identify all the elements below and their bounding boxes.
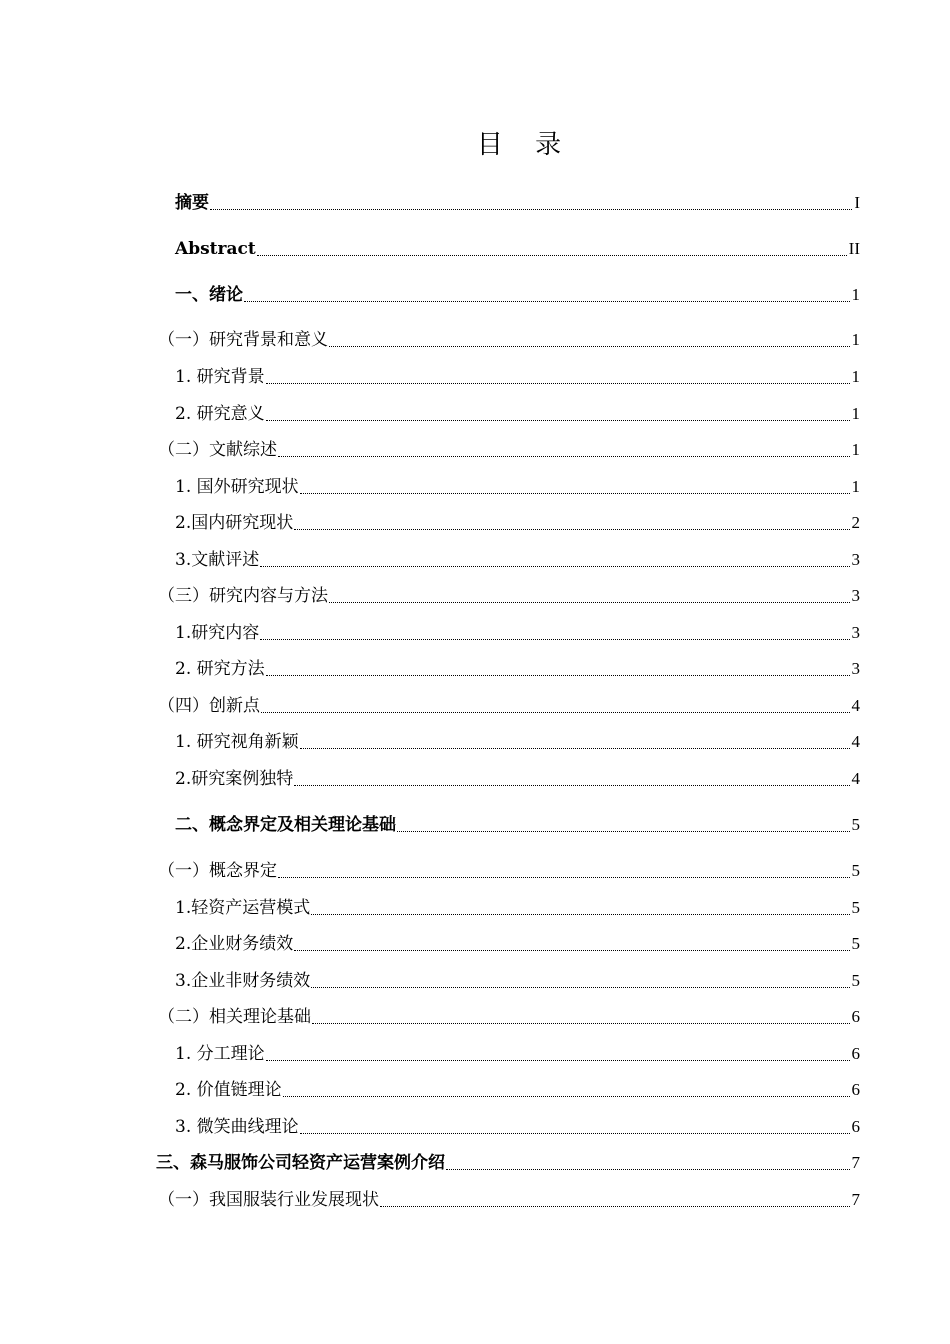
toc-entry[interactable] (175, 813, 860, 837)
toc-entry-label: 三、森马服饰公司轻资产运营案例介绍 (156, 1153, 445, 1173)
toc-entry[interactable] (175, 511, 860, 535)
page-title: 目 录 (476, 130, 574, 160)
toc-entry[interactable] (158, 1188, 860, 1212)
toc-entry[interactable] (175, 932, 860, 956)
toc-entry-page-number: 4 (851, 732, 860, 751)
toc-entry-label: （二）文献综述 (158, 440, 277, 460)
toc-entry[interactable] (175, 969, 860, 993)
toc-entry-label: 2.企业财务绩效 (175, 934, 294, 954)
toc-entry[interactable] (175, 1115, 860, 1139)
toc-entry-label: （三）研究内容与方法 (158, 586, 328, 606)
toc-entry-label: （一）我国服装行业发展现状 (158, 1190, 379, 1210)
toc-entry[interactable] (175, 730, 860, 754)
toc-entry-page-number: 3 (851, 586, 860, 605)
toc-entry[interactable] (158, 859, 860, 883)
toc-entry-page-number: 2 (851, 513, 860, 532)
toc-dot-leader (266, 674, 850, 676)
toc-dot-leader (300, 747, 850, 749)
toc-entry[interactable] (175, 1042, 860, 1066)
toc-entry-label: 一、绪论 (175, 285, 243, 305)
toc-entry-page-number: 1 (851, 440, 860, 459)
toc-dot-leader (294, 784, 849, 786)
toc-dot-leader (312, 1022, 850, 1024)
toc-entry-label: 1. 研究视角新颖 (175, 732, 299, 752)
toc-entry[interactable] (158, 438, 860, 462)
toc-entry-label: 1.研究内容 (175, 623, 260, 643)
toc-dot-leader (257, 254, 847, 256)
toc-dot-leader (311, 913, 849, 915)
toc-dot-leader (260, 565, 849, 567)
toc-entry-page-number: 1 (851, 404, 860, 423)
toc-entry[interactable] (175, 657, 860, 681)
toc-entry-label: 二、概念界定及相关理论基础 (175, 815, 396, 835)
toc-dot-leader (266, 382, 850, 384)
toc-dot-leader (261, 711, 850, 713)
toc-entry[interactable] (175, 402, 860, 426)
toc-entry-label: 1. 研究背景 (175, 367, 265, 387)
toc-dot-leader (380, 1205, 850, 1207)
toc-entry-page-number: 5 (851, 815, 860, 834)
toc-entry-label: （四）创新点 (158, 696, 260, 716)
toc-entry-page-number: 6 (851, 1080, 860, 1099)
toc-entry-label: （一）研究背景和意义 (158, 330, 328, 350)
toc-entry[interactable] (158, 694, 860, 718)
toc-dot-leader (329, 601, 850, 603)
toc-dot-leader (311, 986, 849, 988)
toc-entry-page-number: 7 (851, 1190, 860, 1209)
toc-dot-leader (278, 455, 850, 457)
toc-entry[interactable] (158, 328, 860, 352)
toc-entry[interactable] (158, 1005, 860, 1029)
toc-entry-label: 1. 分工理论 (175, 1044, 265, 1064)
toc-entry-label: 2.研究案例独特 (175, 769, 294, 789)
toc-entry-label: 2. 研究方法 (175, 659, 265, 679)
toc-entry-label: 2.国内研究现状 (175, 513, 294, 533)
toc-entry-page-number: 3 (851, 550, 860, 569)
toc-dot-leader (446, 1168, 850, 1170)
toc-entry-label: （二）相关理论基础 (158, 1007, 311, 1027)
toc-entry-page-number: 6 (851, 1007, 860, 1026)
toc-entry-label: 2. 价值链理论 (175, 1080, 282, 1100)
toc-dot-leader (294, 949, 849, 951)
toc-dot-leader (266, 1059, 850, 1061)
toc-entry-label: 摘要 (175, 193, 209, 213)
toc-entry[interactable] (175, 767, 860, 791)
toc-entry[interactable] (175, 621, 860, 645)
toc-entry[interactable] (175, 283, 860, 307)
toc-entry-label: 3. 微笑曲线理论 (175, 1117, 299, 1137)
toc-entry-page-number: 4 (851, 769, 860, 788)
toc-entry-page-number: 4 (851, 696, 860, 715)
toc-entry-page-number: 5 (851, 934, 860, 953)
toc-entry[interactable] (175, 237, 860, 261)
toc-entry-label: 1.轻资产运营模式 (175, 898, 311, 918)
toc-entry-label: Abstract (175, 239, 256, 259)
toc-entry-page-number: 7 (851, 1153, 860, 1172)
toc-entry-page-number: 1 (851, 477, 860, 496)
toc-entry-label: 3.企业非财务绩效 (175, 971, 311, 991)
toc-entry-page-number: 1 (851, 285, 860, 304)
toc-entry-page-number: 5 (851, 898, 860, 917)
toc-entry[interactable] (175, 475, 860, 499)
toc-entry-page-number: 1 (851, 367, 860, 386)
toc-entry-page-number: 3 (851, 623, 860, 642)
toc-entry-page-number: 1 (851, 330, 860, 349)
toc-entry[interactable] (158, 584, 860, 608)
toc-dot-leader (329, 345, 850, 347)
toc-dot-leader (260, 638, 849, 640)
toc-dot-leader (397, 830, 850, 832)
toc-dot-leader (266, 419, 850, 421)
toc-entry[interactable] (175, 191, 860, 215)
toc-entry-label: 1. 国外研究现状 (175, 477, 299, 497)
toc-dot-leader (210, 208, 852, 210)
toc-entry-page-number: 3 (851, 659, 860, 678)
toc-entry[interactable] (175, 1078, 860, 1102)
toc-dot-leader (300, 1132, 850, 1134)
toc-dot-leader (300, 492, 850, 494)
toc-entry-page-number: II (848, 239, 860, 258)
toc-dot-leader (283, 1095, 850, 1097)
toc-entry-page-number: 6 (851, 1044, 860, 1063)
toc-entry-page-number: 5 (851, 861, 860, 880)
toc-dot-leader (278, 876, 850, 878)
toc-entry-page-number: 5 (851, 971, 860, 990)
toc-dot-leader (294, 528, 849, 530)
toc-entry-label: 2. 研究意义 (175, 404, 265, 424)
toc-entry-page-number: 6 (851, 1117, 860, 1136)
toc-entry[interactable] (175, 548, 860, 572)
toc-entry-label: 3.文献评述 (175, 550, 260, 570)
toc-entry[interactable] (156, 1151, 860, 1175)
toc-entry-label: （一）概念界定 (158, 861, 277, 881)
toc-entry-page-number: I (854, 193, 860, 212)
toc-dot-leader (244, 300, 850, 302)
toc-entry[interactable] (175, 365, 860, 389)
toc-entry[interactable] (175, 896, 860, 920)
